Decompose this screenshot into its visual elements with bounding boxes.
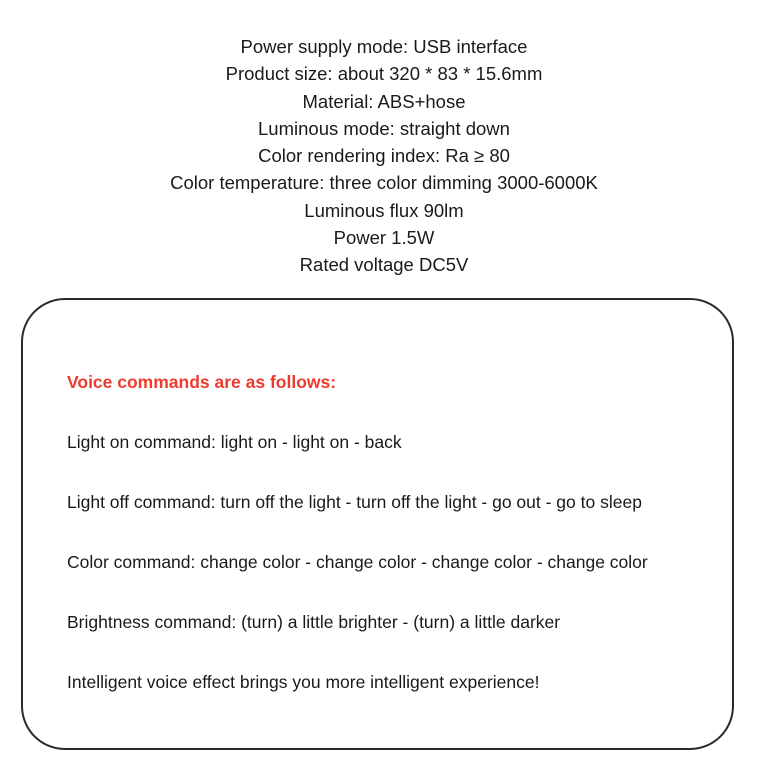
command-brightness: Brightness command: (turn) a little brighter - (turn) a little darker bbox=[67, 612, 561, 632]
spec-luminous-mode: Luminous mode: straight down bbox=[258, 117, 510, 139]
command-color: Color command: change color - change color - change color - change color bbox=[67, 552, 648, 572]
spec-rated-voltage: Rated voltage DC5V bbox=[299, 254, 469, 276]
command-light-on: Light on command: light on - light on - back bbox=[67, 432, 402, 452]
spec-color-temperature: Color temperature: three color dimming 3000-6000K bbox=[170, 172, 598, 194]
spec-power: Power 1.5W bbox=[333, 227, 435, 249]
spec-product-size: Product size: about 320 * 83 * 15.6mm bbox=[225, 63, 543, 85]
voice-commands-title: Voice commands are as follows: bbox=[67, 372, 337, 392]
spec-power-supply: Power supply mode: USB interface bbox=[240, 36, 528, 57]
command-closing-note: Intelligent voice effect brings you more intelligent experience! bbox=[67, 672, 540, 692]
spec-color-rendering: Color rendering index: Ra ≥ 80 bbox=[258, 145, 510, 167]
spec-luminous-flux: Luminous flux 90lm bbox=[304, 199, 464, 221]
voice-commands-box bbox=[21, 298, 734, 750]
spec-list bbox=[0, 33, 768, 279]
command-light-off: Light off command: turn off the light - turn off the light - go out - go to sleep bbox=[67, 492, 642, 512]
spec-material: Material: ABS+hose bbox=[302, 90, 466, 112]
